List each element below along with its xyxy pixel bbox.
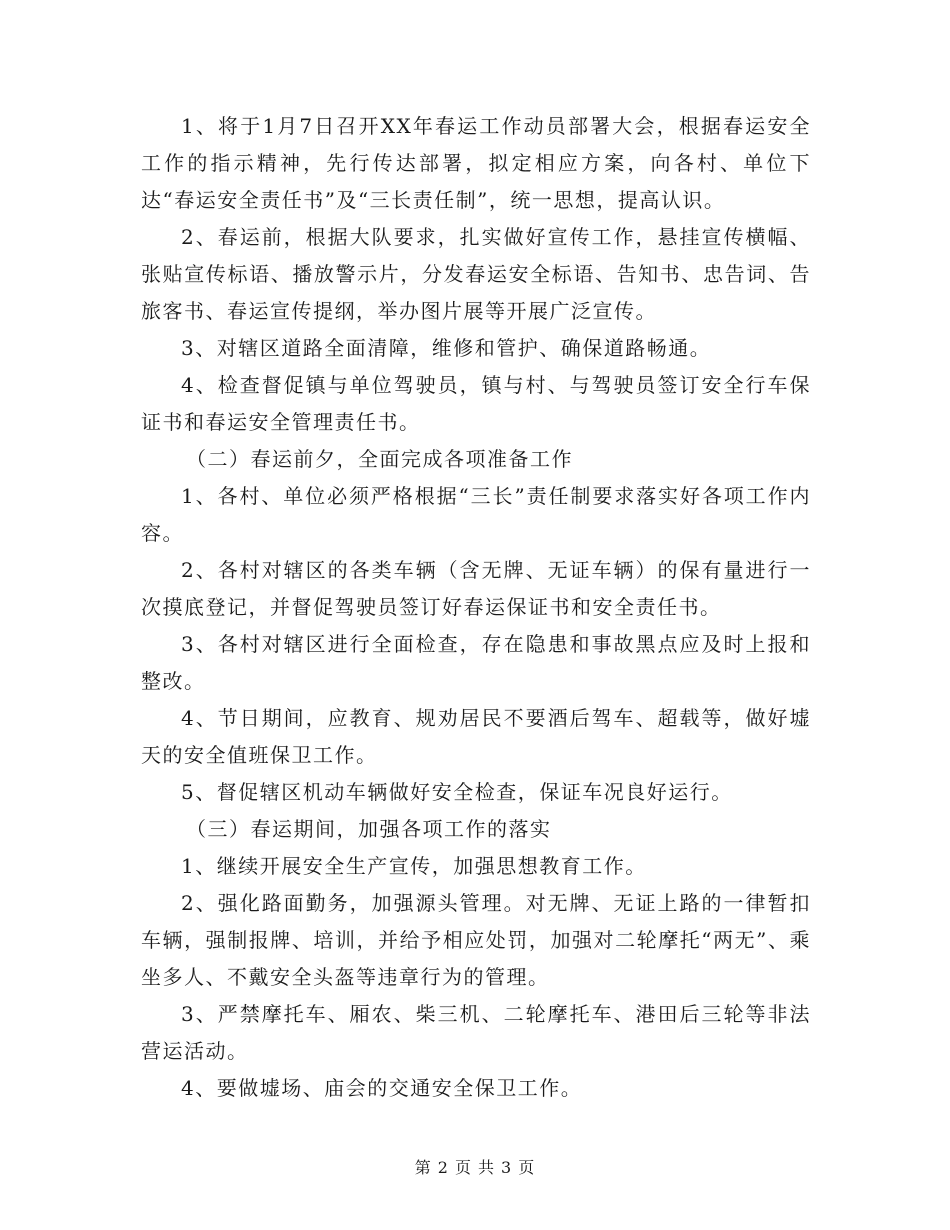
footer-prefix: 第 bbox=[414, 1158, 432, 1177]
paragraph-9: 5、督促辖区机动车辆做好安全检查，保证车况良好运行。 bbox=[181, 780, 733, 804]
paragraph-11: 2、强化路面勤务，加强源头管理。对无牌、无证上路的一律暂扣车辆，强制报牌、培训，并给予相应处罚，加强对二轮摩托“两无”、乘坐多人、不戴安全头盔等违章行为的管理。 bbox=[141, 891, 811, 989]
paragraph-10: 1、继续开展安全生产宣传，加强思想教育工作。 bbox=[181, 854, 647, 878]
footer-middle: 页 共 bbox=[454, 1158, 496, 1177]
page-footer bbox=[0, 1155, 950, 1178]
footer-total-pages: 3 bbox=[501, 1158, 513, 1177]
section-heading-3: （三）春运期间，加强各项工作的落实 bbox=[186, 817, 552, 841]
paragraph-12: 3、严禁摩托车、厢农、柴三机、二轮摩托车、港田后三轮等非法营运活动。 bbox=[141, 1002, 811, 1063]
section-heading-2: （二）春运前夕，全面完成各项准备工作 bbox=[186, 447, 573, 471]
document-body bbox=[141, 108, 811, 1107]
footer-suffix: 页 bbox=[518, 1158, 536, 1177]
paragraph-6: 2、各村对辖区的各类车辆（含无牌、无证车辆）的保有量进行一次摸底登记，并督促驾驶员签订好春运保证书和安全责任书。 bbox=[141, 558, 811, 619]
footer-page-number: 2 bbox=[437, 1158, 449, 1177]
paragraph-2: 2、春运前，根据大队要求，扎实做好宣传工作，悬挂宣传横幅、张贴宣传标语、播放警示片，分发春运安全标语、告知书、忠告词、告旅客书、春运宣传提纲，举办图片展等开展广泛宣传。 bbox=[141, 225, 811, 323]
paragraph-1: 1、将于1月7日召开XX年春运工作动员部署大会，根据春运安全工作的指示精神，先行传达部署，拟定相应方案，向各村、单位下达“春运安全责任书”及“三长责任制”，统一思想，提高认识。 bbox=[141, 114, 811, 212]
paragraph-3: 3、对辖区道路全面清障，维修和管护、确保道路畅通。 bbox=[181, 336, 712, 360]
paragraph-7: 3、各村对辖区进行全面检查，存在隐患和事故黑点应及时上报和整改。 bbox=[141, 632, 811, 693]
paragraph-13: 4、要做墟场、庙会的交通安全保卫工作。 bbox=[181, 1076, 583, 1100]
paragraph-4: 4、检查督促镇与单位驾驶员，镇与村、与驾驶员签订安全行车保证书和春运安全管理责任书。 bbox=[141, 373, 811, 434]
paragraph-8: 4、节日期间，应教育、规劝居民不要酒后驾车、超载等，做好墟天的安全值班保卫工作。 bbox=[141, 706, 811, 767]
paragraph-5: 1、各村、单位必须严格根据“三长”责任制要求落实好各项工作内容。 bbox=[141, 484, 811, 545]
